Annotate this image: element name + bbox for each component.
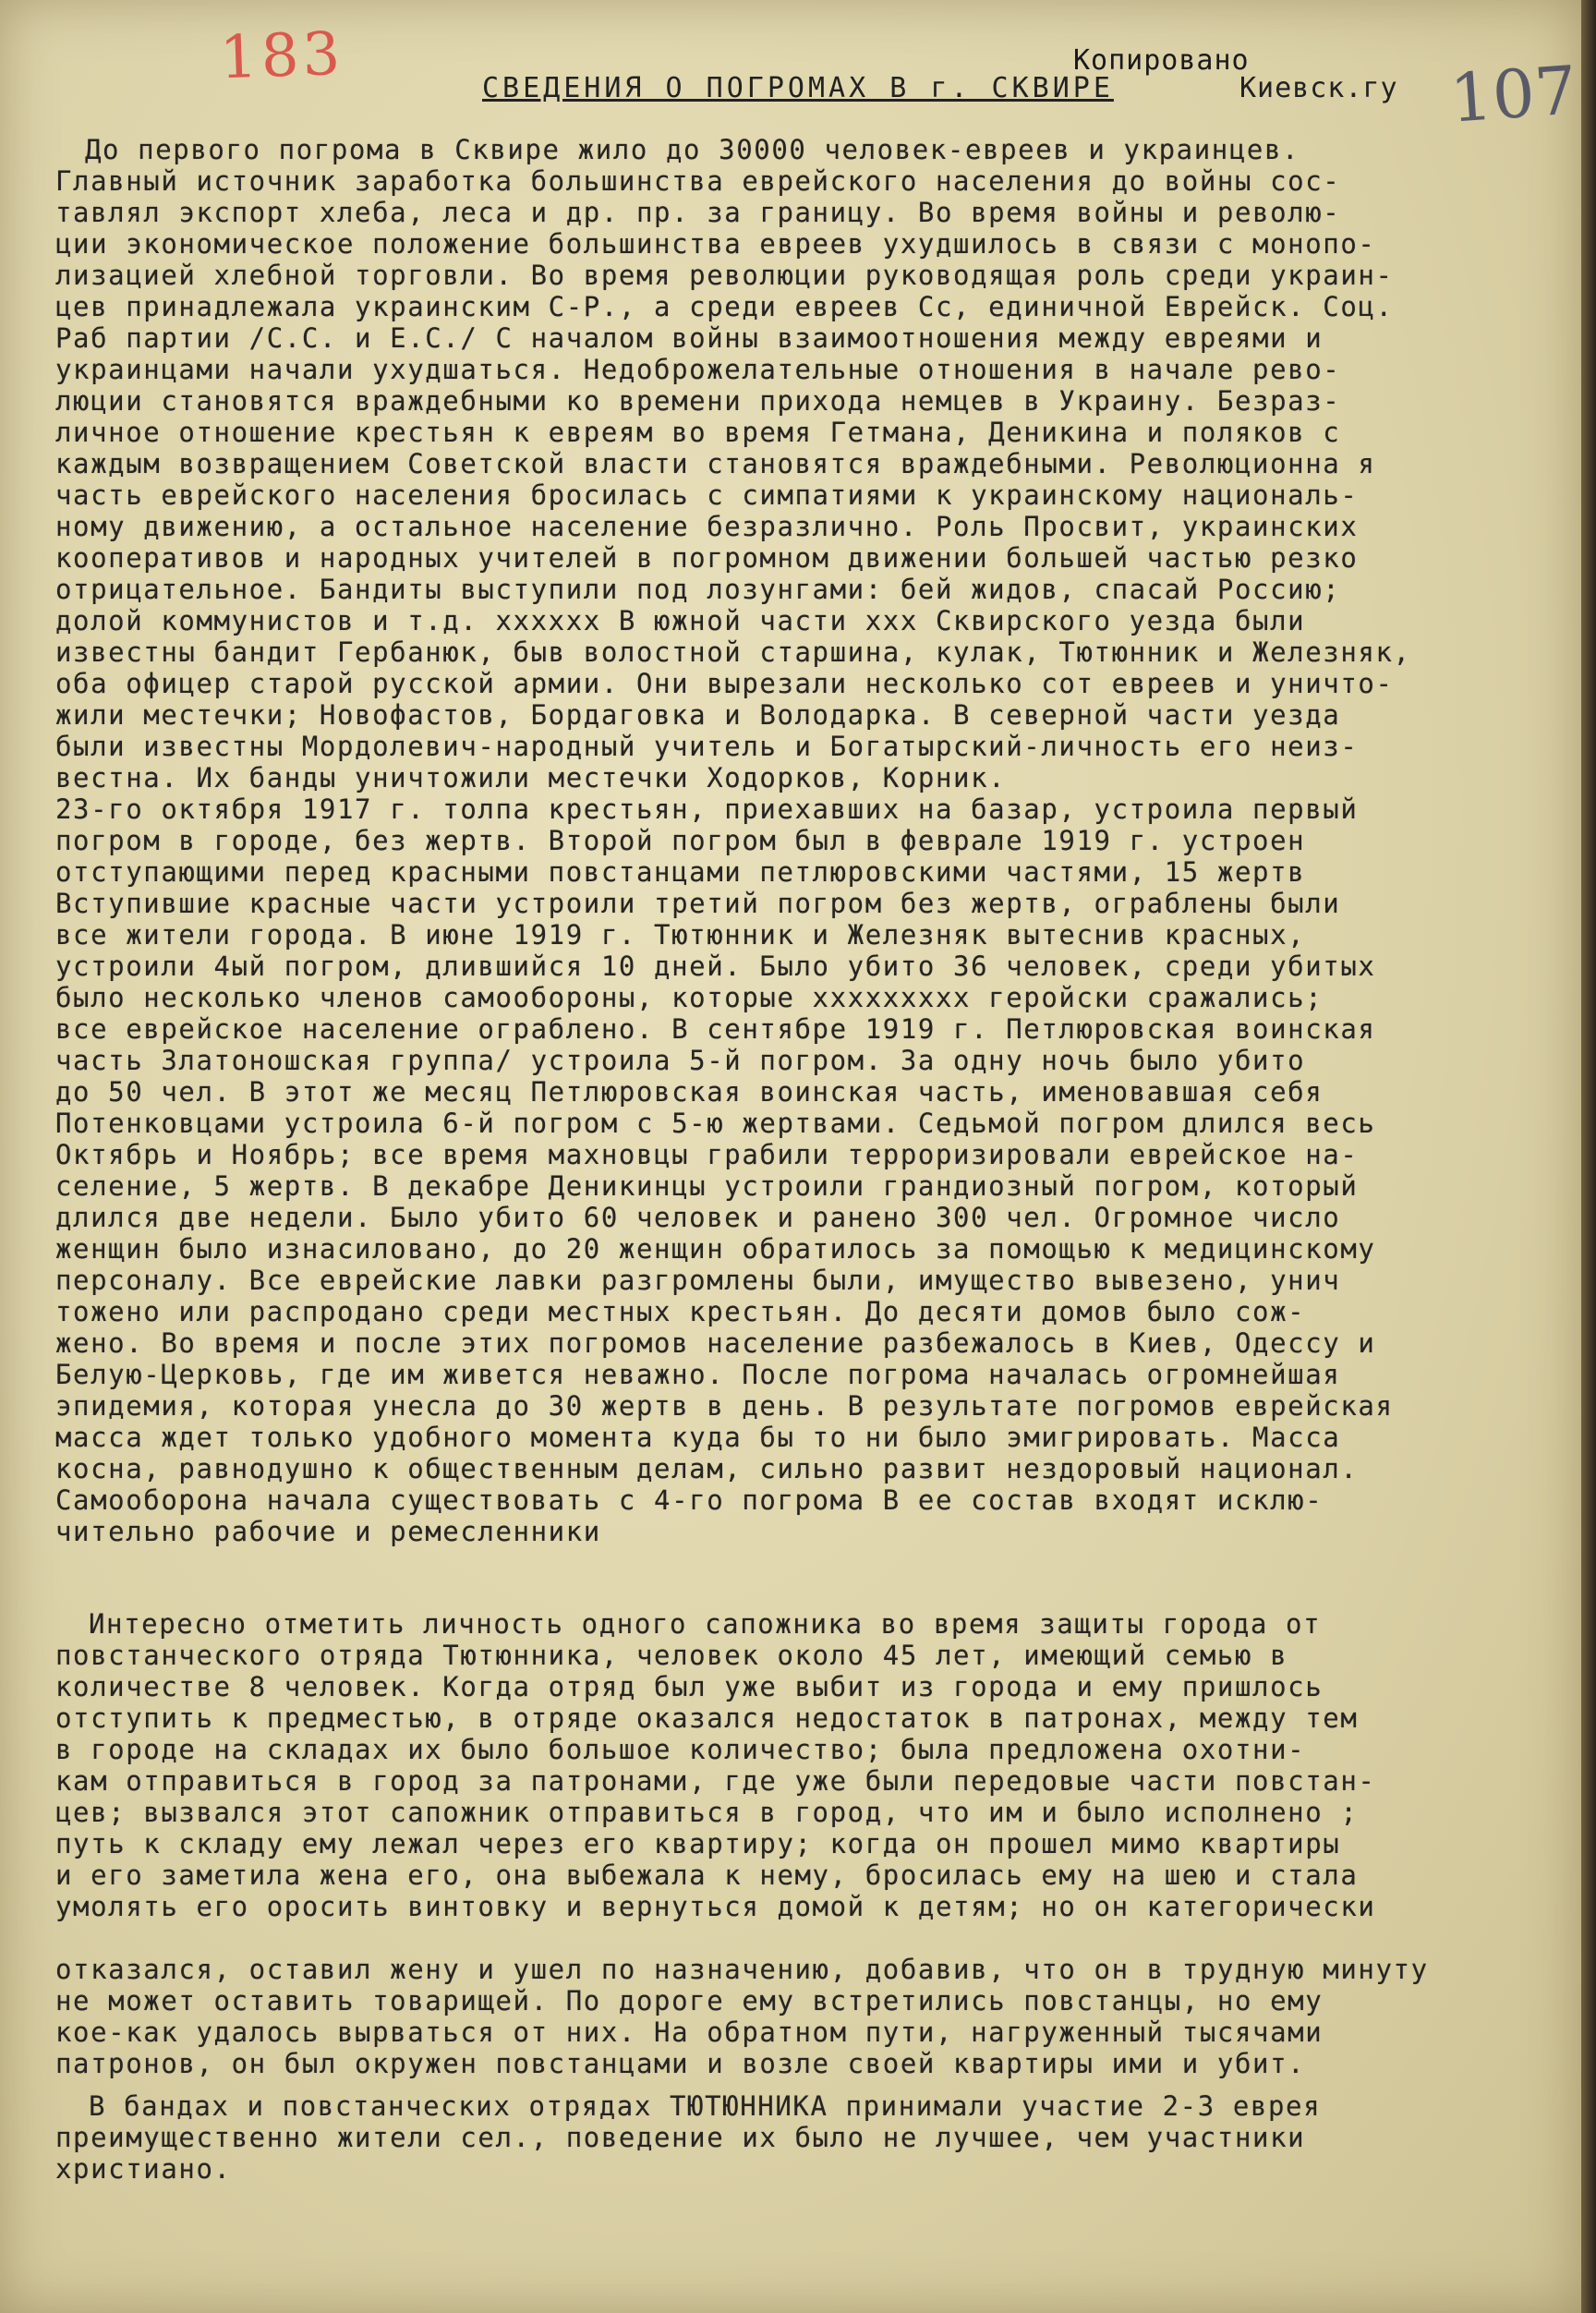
body-line: преимущественно жители сел., поведение их было не лучшее, чем участники [55, 2122, 1306, 2153]
archive-number: 183 [218, 19, 345, 93]
body-line: Октябрь и Ноябрь; все время махновцы грабили терроризировали еврейское на- [55, 1139, 1359, 1170]
body-line: жено. Во время и после этих погромов население разбежалось в Киев, Одессу и [55, 1327, 1376, 1359]
body-line: долой коммунистов и т.д. xxxxxx В южной части xxx Сквирского уезда были [55, 605, 1306, 636]
body-line: умолять его оросить винтовку и вернуться домой к детям; но он категорически [55, 1891, 1376, 1922]
page-number: 107 [1447, 51, 1580, 138]
body-line: вестна. Их банды уничтожили местечки Ходорков, Корник. [55, 762, 1007, 793]
body-line: и его заметила жена его, она выбежала к нему, бросилась ему на шею и стала [55, 1859, 1359, 1891]
body-line: Интересно отметить личность одного сапожника во время защиты города от [89, 1608, 1322, 1640]
body-line: не может оставить товарищей. По дороге ему встретились повстанцы, но ему [55, 1985, 1324, 2016]
body-line: длился две недели. Было убито 60 человек и ранено 300 чел. Огромное число [55, 1202, 1341, 1233]
body-line: количестве 8 человек. Когда отряд был уже выбит из города и ему пришлось [55, 1671, 1324, 1702]
page-edge [1581, 0, 1596, 2313]
body-line: ции экономическое положение большинства евреев ухудшилось в связи с монопо- [55, 228, 1376, 260]
body-line: в городе на складах их было большое количество; была предложена охотни- [55, 1734, 1306, 1765]
body-line: каждым возвращением Советской власти становятся враждебными. Революционна я [55, 448, 1376, 479]
body-line: чительно рабочие и ремесленники [55, 1516, 601, 1547]
body-line: До первого погрома в Сквире жило до 30000 человек-евреев и украинцев. [85, 134, 1300, 165]
body-line: часть Златоношская группа/ устроила 5-й погром. За одну ночь было убито [55, 1045, 1306, 1076]
body-line: христиано. [55, 2153, 232, 2185]
body-line: отрицательное. Бандиты выступили под лозунгами: бей жидов, спасай Россию; [55, 574, 1341, 605]
body-line: известны бандит Гербанюк, быв волостной старшина, кулак, Тютюнник и Железняк, [55, 636, 1411, 668]
body-line: масса ждет только удобного момента куда бы то ни было эмигрировать. Масса [55, 1422, 1341, 1453]
body-line: Вступившие красные части устроили третий погром без жертв, ограблены были [55, 888, 1341, 919]
body-line: украинцами начали ухудшаться. Недоброжелательные отношения в начале рево- [55, 354, 1341, 385]
body-line: все еврейское население ограблено. В сентябре 1919 г. Петлюровская воинская [55, 1013, 1376, 1045]
body-line: кам отправиться в город за патронами, где уже были передовые части повстан- [55, 1765, 1376, 1797]
copy-stamp: Копировано [1073, 44, 1250, 77]
body-line: кооперативов и народных учителей в погромном движении большей частью резко [55, 542, 1359, 574]
body-line: эпидемия, которая унесла до 30 жертв в день. В результате погромов еврейская [55, 1390, 1394, 1422]
body-line: тавлял экспорт хлеба, леса и др. пр. за границу. Во время войны и револю- [55, 197, 1341, 228]
body-line: часть еврейского населения бросилась с симпатиями к украинскому националь- [55, 479, 1359, 511]
body-line: 23-го октября 1917 г. толпа крестьян, приехавших на базар, устроила первый [55, 793, 1359, 825]
body-line: люции становятся враждебными ко времени прихода немцев в Украину. Безраз- [55, 385, 1341, 417]
body-line: оба офицер старой русской армии. Они вырезали несколько сот евреев и уничто- [55, 668, 1394, 699]
body-line: жили местечки; Новофастов, Бордаговка и Володарка. В северной части уезда [55, 699, 1341, 731]
body-line: кое-как удалось вырваться от них. На обратном пути, нагруженный тысячами [55, 2016, 1324, 2048]
body-line: косна, равнодушно к общественным делам, сильно развит нездоровый национал. [55, 1453, 1359, 1484]
body-line: женщин было изнасиловано, до 20 женщин обратилось за помощью к медицинскому [55, 1233, 1376, 1265]
body-line: патронов, он был окружен повстанцами и возле своей квартиры ими и убит. [55, 2048, 1306, 2079]
body-line: были известны Мордолевич-народный учитель и Богатырский-личность его неиз- [55, 731, 1359, 762]
body-line: отступающими перед красными повстанцами петлюровскими частями, 15 жертв [55, 856, 1306, 888]
body-line: В бандах и повстанческих отрядах ТЮТЮННИКА принимали участие 2-3 еврея [89, 2090, 1322, 2122]
body-line: отступить к предместью, в отряде оказался недостаток в патронах, между тем [55, 1702, 1359, 1734]
body-line: Потенковцами устроила 6-й погром с 5-ю жертвами. Седьмой погром длился весь [55, 1108, 1376, 1139]
body-line: повстанческого отряда Тютюнника, человек около 45 лет, имеющий семью в [55, 1640, 1288, 1671]
body-line: все жители города. В июне 1919 г. Тютюнник и Железняк вытеснив красных, [55, 919, 1306, 951]
body-line: ному движению, а остальное население безразлично. Роль Просвит, украинских [55, 511, 1359, 542]
body-line: Самооборона начала существовать с 4-го погрома В ее состав входят исклю- [55, 1484, 1324, 1516]
body-line: личное отношение крестьян к евреям во время Гетмана, Деникина и поляков с [55, 417, 1341, 448]
body-line: Главный источник заработка большинства еврейского населения до войны сос- [55, 165, 1341, 197]
body-line: цев; вызвался этот сапожник отправиться в город, что им и было исполнено ; [55, 1797, 1359, 1828]
document-place: Киевск.гу [1239, 72, 1398, 104]
body-line: до 50 чел. В этот же месяц Петлюровская воинская часть, именовавшая себя [55, 1076, 1324, 1108]
body-line: отказался, оставил жену и ушел по назначению, добавив, что он в трудную минуту [55, 1954, 1429, 1985]
body-line: персоналу. Все еврейские лавки разгромлены были, имущество вывезено, унич [55, 1265, 1341, 1296]
document-title [482, 72, 1398, 104]
document-title-text: СВЕДЕНИЯ О ПОГРОМАХ В г. СКВИРЕ [482, 72, 1114, 104]
body-line: Раб партии /С.С. и Е.С./ С началом войны взаимоотношения между евреями и [55, 322, 1324, 354]
body-line: Белую-Церковь, где им живется неважно. После погрома началась огромнейшая [55, 1359, 1341, 1390]
body-line: тожено или распродано среди местных крестьян. До десяти домов было сож- [55, 1296, 1306, 1327]
body-line: селение, 5 жертв. В декабре Деникинцы устроили грандиозный погром, который [55, 1170, 1359, 1202]
body-line: устроили 4ый погром, длившийся 10 дней. Было убито 36 человек, среди убитых [55, 951, 1376, 982]
body-line: лизацией хлебной торговли. Во время революции руководящая роль среди украин- [55, 260, 1394, 291]
body-line: погром в городе, без жертв. Второй погром был в феврале 1919 г. устроен [55, 825, 1306, 856]
body-line: путь к складу ему лежал через его квартиру; когда он прошел мимо квартиры [55, 1828, 1341, 1859]
body-line: цев принадлежала украинским С-Р., а среди евреев Сс, единичной Еврейск. Соц. [55, 291, 1394, 322]
body-line: было несколько членов самообороны, которые xxxxxxxxx геройски сражались; [55, 982, 1324, 1013]
